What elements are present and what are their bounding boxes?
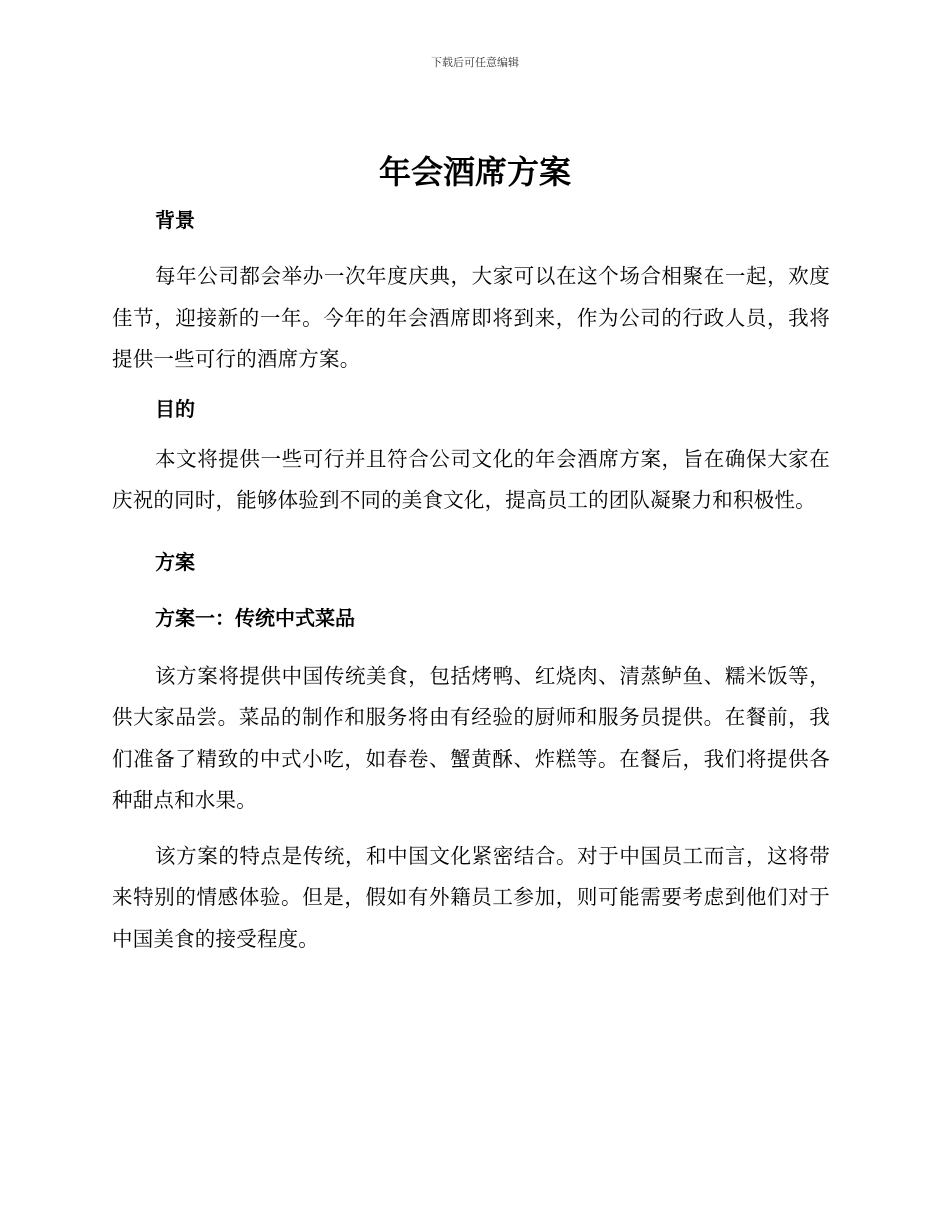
document-title: 年会酒席方案 — [378, 153, 571, 191]
page-header-note: 下载后可任意编辑 — [431, 56, 519, 69]
paragraph-background: 每年公司都会举办一次年度庆典，大家可以在这个场合相聚在一起，欢度佳节，迎接新的一年。今年的年会酒席即将到来，作为公司的行政人员，我将提供一些可行的酒席方案。 — [112, 264, 830, 371]
document-body — [112, 204, 830, 960]
section-heading-background: 背景 — [155, 208, 195, 232]
subsection-heading-option1: 方案一：传统中式菜品 — [155, 605, 355, 630]
paragraph-option1-features: 该方案的特点是传统，和中国文化紧密结合。对于中国员工而言，这将带来特别的情感体验。但是，假如有外籍员工参加，则可能需要考虑到他们对于中国美食的接受程度。 — [112, 843, 830, 951]
paragraph-option1-description: 该方案将提供中国传统美食，包括烤鸭、红烧肉、清蒸鲈鱼、糯米饭等，供大家品尝。菜品的制作和服务将由有经验的厨师和服务员提供。在餐前，我们准备了精致的中式小吃，如春卷、蟹黄酥、炸糕等。在餐后，我们将提供各种甜点和水果。 — [112, 663, 830, 812]
section-heading-plan: 方案 — [155, 549, 195, 574]
paragraph-purpose: 本文将提供一些可行并且符合公司文化的年会酒席方案，旨在确保大家在庆祝的同时，能够体验到不同的美食文化，提高员工的团队凝聚力和积极性。 — [112, 446, 830, 512]
section-heading-purpose: 目的 — [155, 396, 195, 421]
